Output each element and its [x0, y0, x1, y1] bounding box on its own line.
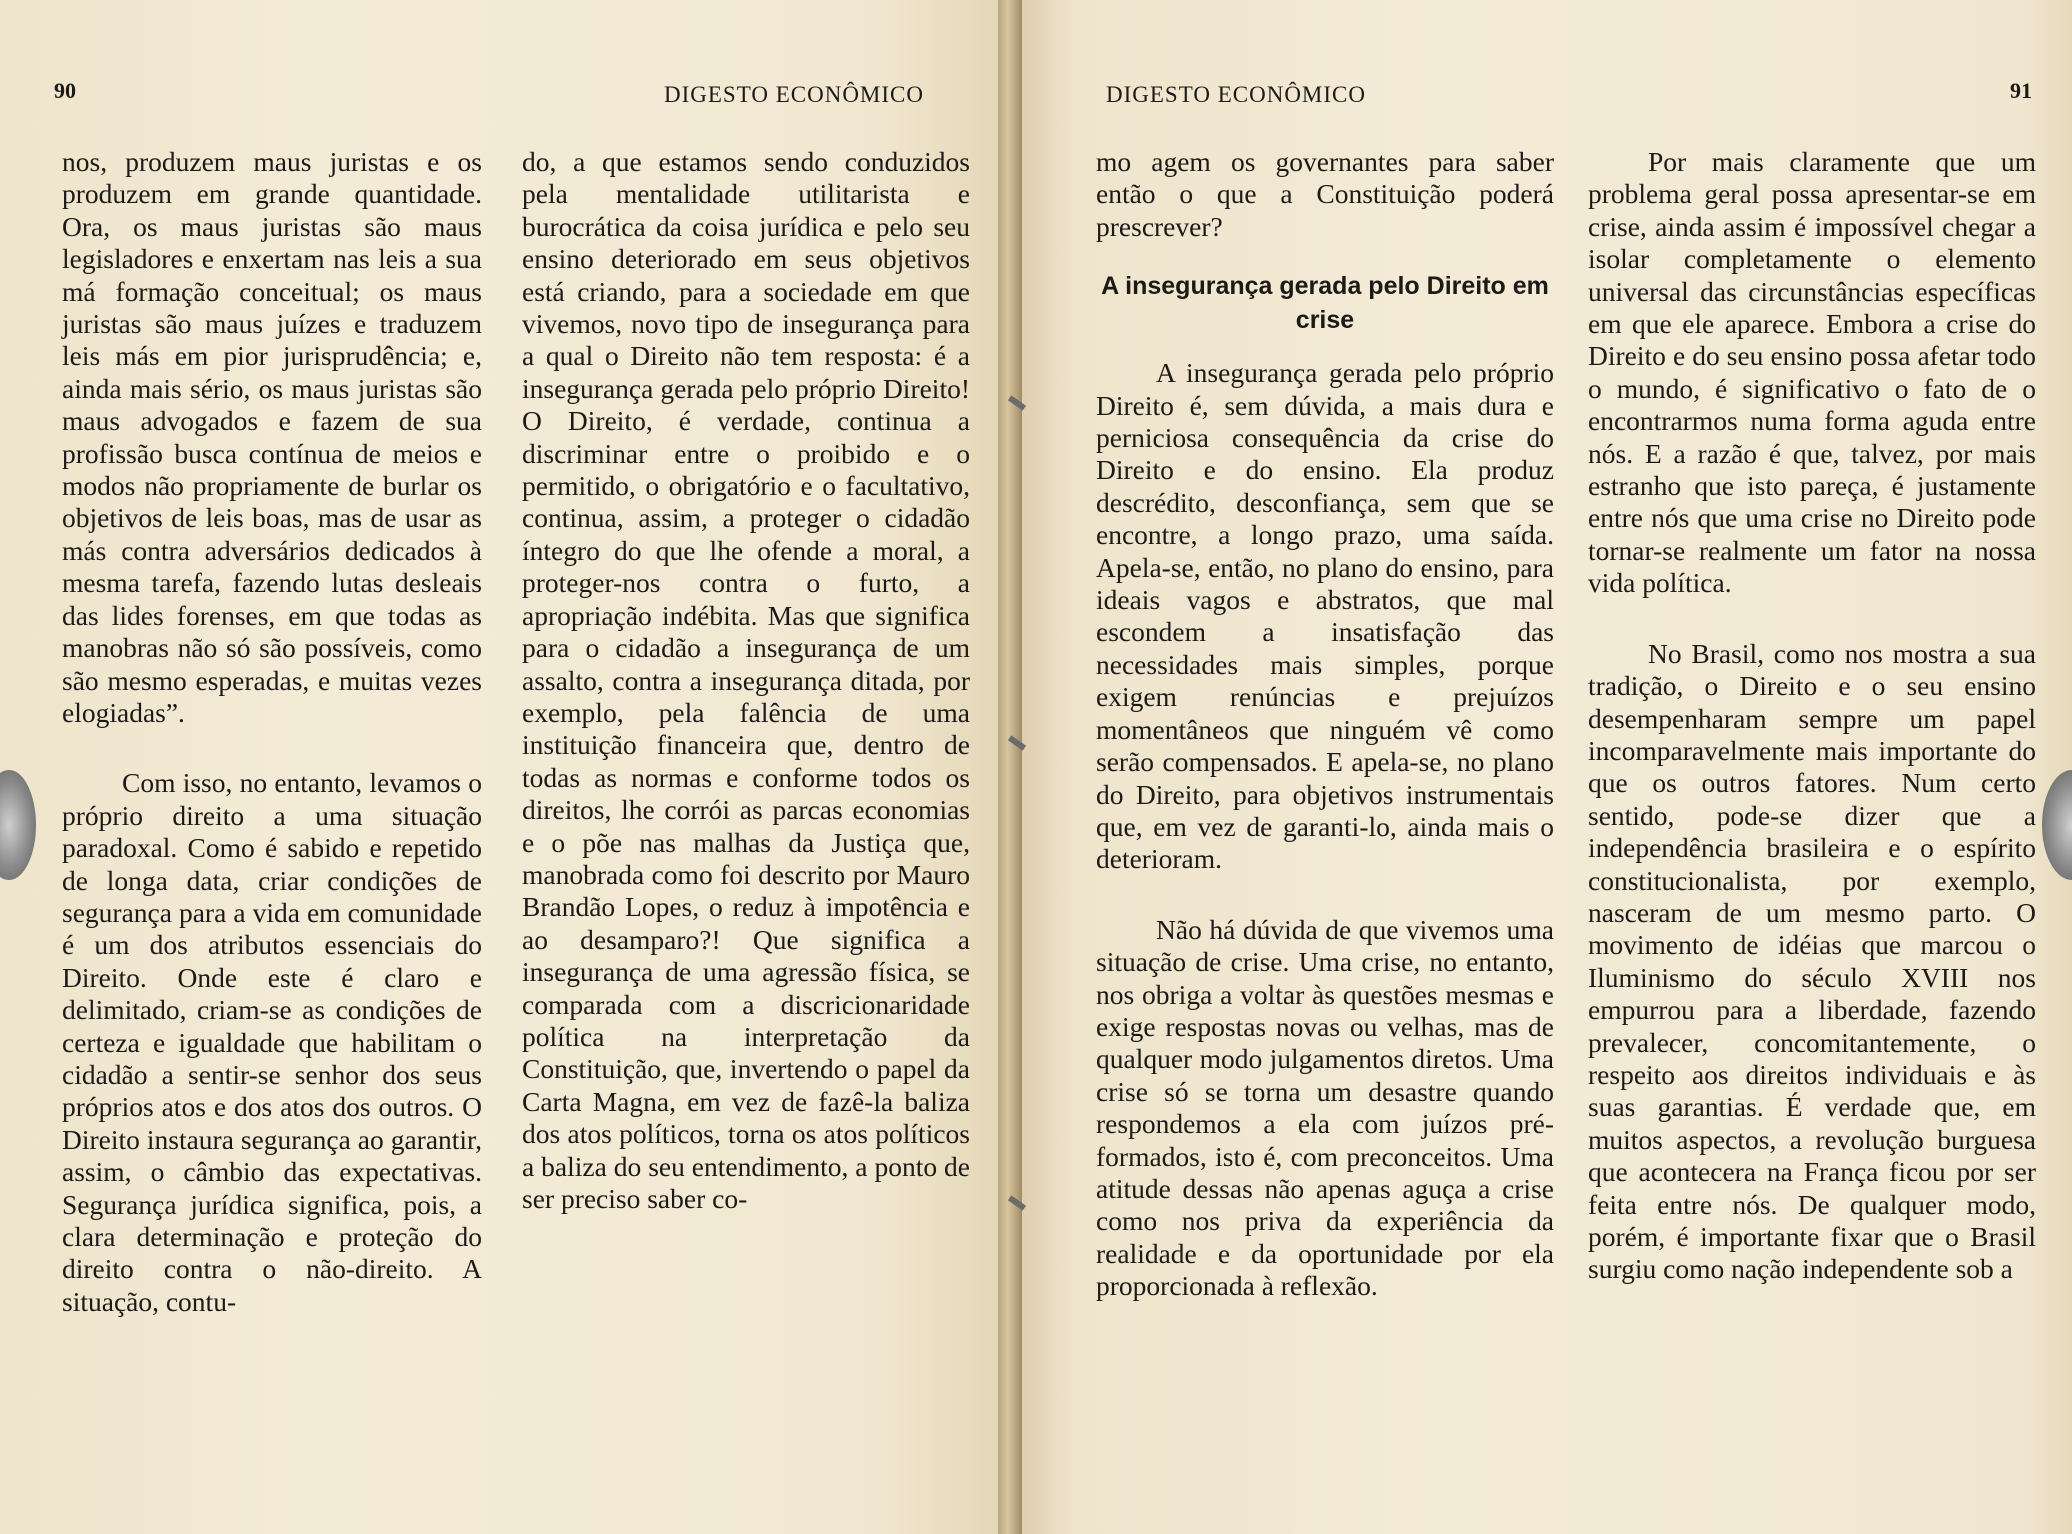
right-column-2 [1588, 146, 2036, 1286]
paragraph: No Brasil, como nos mostra a sua tradição, o Direito e o seu ensino desempenharam sempre um papel incomparavelmente mais importante do que os outros fatores. Num certo sentido, pode-se dizer que a independência brasileira e o espírito constitucionalista, por exemplo, nasceram de um mesmo parto. O movimento de idéias que marcou o Iluminismo do século XVIII nos empurrou para a liberdade, fazendo prevalecer, concomitantemente, o respeito aos direitos individuais e às suas garantias. É verdade que, em muitos aspectos, a revolução burguesa que acontecera na França ficou por ser feita entre nós. De qualquer modo, porém, é importante fixar que o Brasil surgiu como nação independente sob a [1588, 637, 2036, 1285]
right-column-1 [1096, 146, 1554, 1303]
book-gutter [998, 0, 1022, 1534]
section-title: A insegurança gerada pelo Direito em crise [1101, 272, 1549, 335]
paragraph: Por mais claramente que um problema geral possa apresentar-se em crise, ainda assim é impossível chegar a isolar completamente o elemento universal das circunstâncias específicas em que ele aparece. Embora a crise do Direito e do seu ensino possa afetar todo o mundo, é significativo o fato de o encontrarmos numa forma aguda entre nós. E a razão é que, talvez, por mais estranho que isto pareça, é justamente entre nós que uma crise no Direito pode tornar-se realmente um fator na nossa vida política. [1588, 146, 2036, 599]
left-column-1 [62, 146, 482, 1318]
binder-clip-left [0, 770, 36, 880]
paragraph: do, a que estamos sendo conduzidos pela mentalidade utilitarista e burocrática da coisa jurídica e pelo seu ensino deteriorado em seus objetivos está criando, para a sociedade em que vivemos, novo tipo de insegurança para a qual o Direito não tem resposta: é a insegurança gerada pelo próprio Direito! O Direito, é verdade, continua a discriminar entre o proibido e o permitido, o obrigatório e o facultativo, continua, assim, a proteger o cidadão íntegro do que lhe ofende a moral, a proteger-nos contra o furto, a apropriação indébita. Mas que significa para o cidadão a insegurança de um assalto, contra a insegurança ditada, por exemplo, pela falência de uma instituição financeira que, dentro de todas as normas e conforme todos os direitos, lhe corrói as parcas economias e o põe nas malhas da Justiça que, manobrada como foi descrito por Mauro Brandão Lopes, o reduz à impotência e ao desamparo?! Que significa a insegurança de uma agressão física, se comparada com a discricionaridade política na interpretação da Constituição, que, invertendo o papel da Carta Magna, em vez de fazê-la baliza dos atos políticos, torna os atos políticos a baliza do seu entendimento, a ponto de ser preciso saber co- [522, 146, 970, 1214]
running-header-left: DIGESTO ECONÔMICO [664, 82, 924, 107]
right-page [1010, 0, 2072, 1534]
page-number-right: 91 [2010, 78, 2032, 103]
paragraph: A insegurança gerada pelo próprio Direito é, sem dúvida, a mais dura e perniciosa consequência da crise do Direito e do ensino. Ela produz descrédito, desconfiança, sem que se encontre, a longo prazo, uma saída. Apela-se, então, no plano do ensino, para ideais vagos e abstratos, que mal escondem a insatisfação das necessidades mais simples, porque exigem renúncias e prejuízos momentâneos que ninguém vê como serão compensados. E apela-se, no plano do Direito, para objetivos instrumentais que, em vez de garanti-lo, ainda mais o deterioram. [1096, 357, 1554, 875]
page-number-left: 90 [54, 78, 76, 103]
paragraph: Não há dúvida de que vivemos uma situação de crise. Uma crise, no entanto, nos obriga a voltar às questões mesmas e exige respostas novas ou velhas, mas de qualquer modo julgamentos diretos. Uma crise só se torna um desastre quando respondemos a ela com juízos pré-formados, isto é, com preconceitos. Uma atitude dessas não apenas aguça a crise como nos priva da experiência da realidade e da oportunidade por ela proporcionada à reflexão. [1096, 913, 1554, 1302]
paragraph: Com isso, no entanto, levamos o próprio direito a uma situação paradoxal. Como é sabido e repetido de longa data, criar condições de segurança para a vida em comunidade é um dos atributos essenciais do Direito. Onde este é claro e delimitado, criam-se as condições de certeza e igualdade que habilitam o cidadão a sentir-se senhor dos seus próprios atos e dos atos dos outros. O Direito instaura segurança ao garantir, assim, o câmbio das expectativas. Segurança jurídica significa, pois, a clara determinação e proteção do direito contra o não-direito. A situação, contu- [62, 767, 482, 1317]
left-page [0, 0, 1010, 1534]
paragraph: mo agem os governantes para saber então o que a Constituição poderá prescrever? [1096, 146, 1554, 242]
running-header-right: DIGESTO ECONÔMICO [1106, 82, 1366, 107]
paragraph: nos, produzem maus juristas e os produzem em grande quantidade. Ora, os maus juristas são maus legisladores e enxertam nas leis a sua má formação conceitual; os maus juristas são maus juízes e traduzem leis más em pior jurisprudência; e, ainda mais sério, os maus juristas são maus advogados e fazem de sua profissão busca contínua de meios e modos não propriamente de burlar os objetivos de leis boas, mas de usar as más contra adversários dedicados à mesma tarefa, fazendo lutas desleais das lides forenses, em que todas as manobras não só são possíveis, como são mesmo esperadas, e muitas vezes elogiadas”. [62, 146, 482, 728]
left-column-2 [522, 146, 970, 1215]
